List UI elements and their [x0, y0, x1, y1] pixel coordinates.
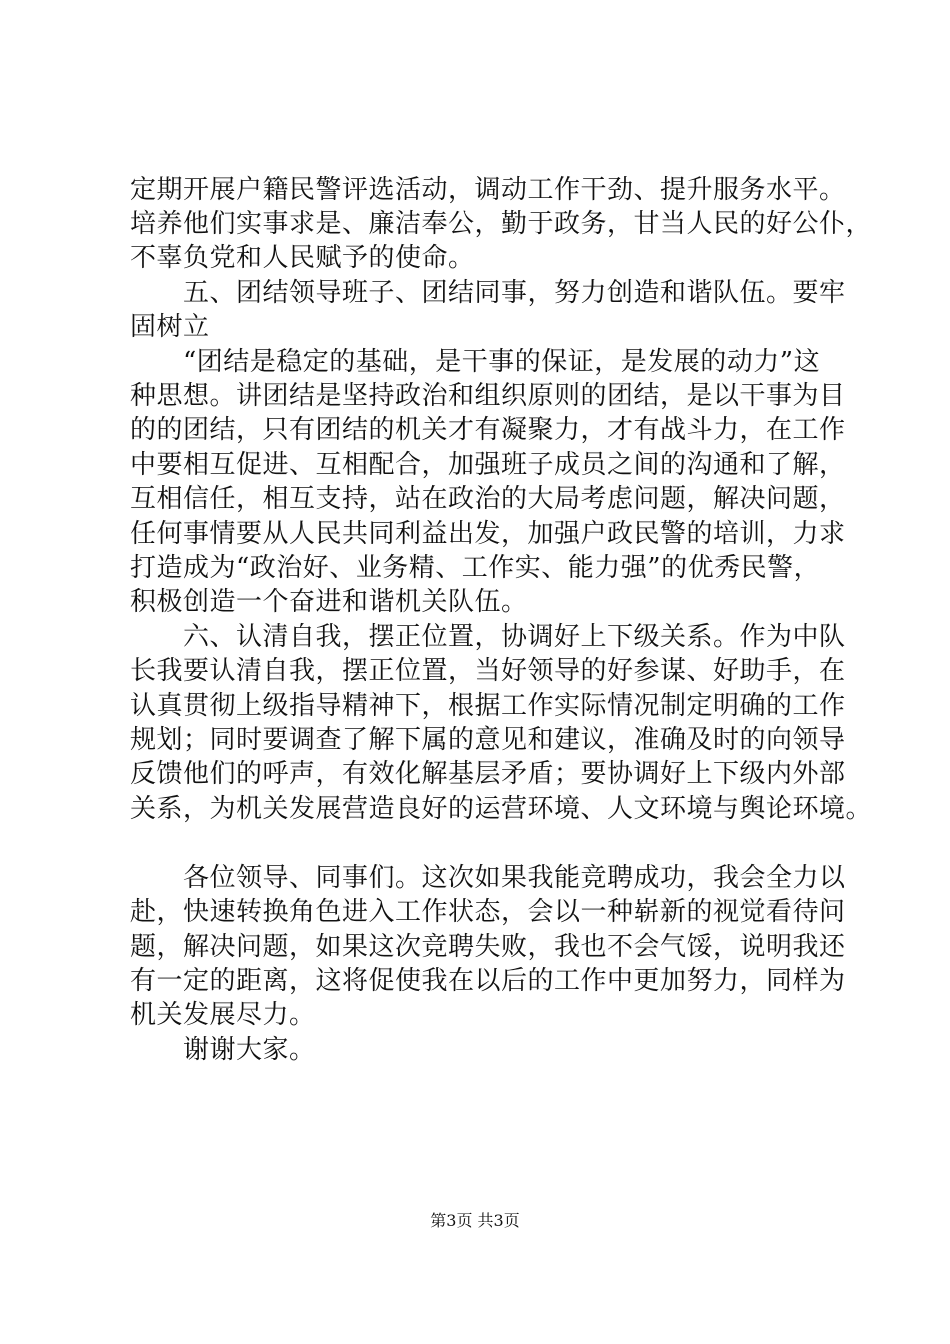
body-text-line: 规划；同时要调查了解下属的意见和建议，准确及时的向领导: [130, 725, 846, 755]
page-number-footer: 第3页 共3页: [430, 1211, 520, 1230]
body-text-line: 培养他们实事求是、廉洁奉公，勤于政务，甘当人民的好公仆，: [130, 209, 873, 239]
body-text-line: 有一定的距离，这将促使我在以后的工作中更加努力，同样为: [130, 966, 846, 996]
body-text-line: 种思想。讲团结是坚持政治和组织原则的团结，是以干事为目: [130, 381, 846, 411]
body-text-line: 各位领导、同事们。这次如果我能竞聘成功，我会全力以: [130, 863, 846, 893]
body-text-line: 不辜负党和人民赋予的使命。: [130, 243, 475, 273]
body-text-line: 定期开展户籍民警评选活动，调动工作干劲、提升服务水平。: [130, 175, 846, 205]
body-text-line: 赴，快速转换角色进入工作状态，会以一种崭新的视觉看待问: [130, 897, 846, 927]
body-text-line: 任何事情要从人民共同利益出发，加强户政民警的培训，力求: [130, 519, 846, 549]
body-text-line: 长我要认清自我，摆正位置，当好领导的好参谋、好助手，在: [130, 656, 846, 686]
body-text-line: 六、认清自我，摆正位置，协调好上下级关系。作为中队: [130, 622, 846, 652]
body-text-line: 五、团结领导班子、团结同事，努力创造和谐队伍。要牢: [130, 278, 846, 308]
body-text-line: 积极创造一个奋进和谐机关队伍。: [130, 587, 528, 617]
body-text-line: 机关发展尽力。: [130, 1000, 316, 1030]
body-text-line: 认真贯彻上级指导精神下，根据工作实际情况制定明确的工作: [130, 691, 846, 721]
body-text-line: 的的团结，只有团结的机关才有凝聚力，才有战斗力，在工作: [130, 415, 846, 445]
body-text-line: 打造成为“政治好、业务精、工作实、能力强”的优秀民警，: [130, 553, 821, 583]
body-text-line: 中要相互促进、互相配合，加强班子成员之间的沟通和了解，: [130, 450, 846, 480]
body-text-line: 关系，为机关发展营造良好的运营环境、人文环境与舆论环境。: [130, 794, 873, 824]
body-text-line: “团结是稳定的基础，是干事的保证，是发展的动力”这: [130, 347, 821, 377]
body-text-line: 互相信任，相互支持，站在政治的大局考虑问题，解决问题，: [130, 484, 846, 514]
body-text-line: 固树立: [130, 312, 210, 342]
body-text-line: 反馈他们的呼声，有效化解基层矛盾；要协调好上下级内外部: [130, 759, 846, 789]
body-text-line: 题，解决问题，如果这次竞聘失败，我也不会气馁，说明我还: [130, 932, 846, 962]
body-text-line: 谢谢大家。: [130, 1035, 316, 1065]
